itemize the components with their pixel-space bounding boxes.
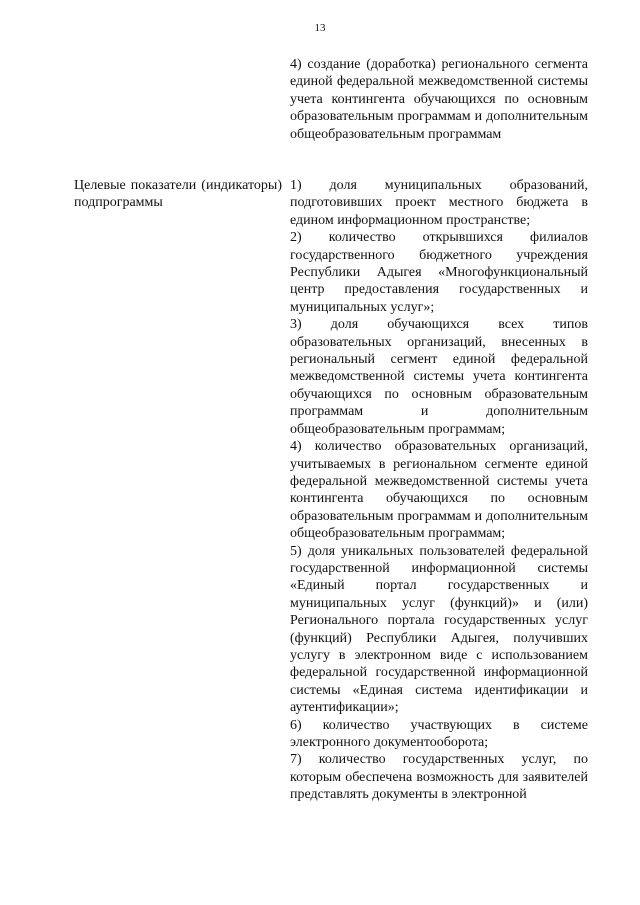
indicator-item-2: 2) количество открывшихся филиалов государственного бюджетного учреждения Республики Адыгея «Многофункциональный центр предоставления государственных и муниципальных услуг»; bbox=[290, 230, 588, 315]
intro-item: 4) создание (доработка) регионального сегмента единой федеральной межведомственной системы учета контингента обучающихся по основным образовательным программам и дополнительным общеобразовательным программам bbox=[290, 57, 588, 142]
indicator-item-7: 7) количество государственных услуг, по которым обеспечена возможность для заявителей представлять документы в электронной bbox=[290, 752, 588, 803]
indicator-item-4: 4) количество образовательных организаций, учитываемых в региональном сегменте единой федеральной межведомственной системы учета контингента обучающихся по основным образовательным программам и дополнительным общеобразовательным программам; bbox=[290, 439, 588, 542]
page-number: 13 bbox=[314, 22, 326, 34]
indicator-item-3: 3) доля обучающихся всех типов образовательных организаций, внесенных в региональный сегмент единой федеральной межведомственной системы учета контингента обучающихся по основным образовательным программам и дополнительным общеобразовательным программам; bbox=[290, 317, 588, 437]
indicator-item-5: 5) доля уникальных пользователей федеральной государственной информационной системы «Единый портал государственных и муниципальных услуг (функций)» и (или) Регионального портала государственных услуг (функций) Республики Адыгея, получивших услугу в электронном виде с использованием федеральной государственной информационной системы «Единая система идентификации и аутентификации»; bbox=[290, 543, 588, 716]
indicators-label: Целевые показатели (индикаторы) подпрограммы bbox=[74, 178, 282, 211]
indicator-item-6: 6) количество участвующих в системе электронного документооборота; bbox=[290, 717, 588, 750]
indicator-item-1: 1) доля муниципальных образований, подготовивших проект местного бюджета в едином информационном пространстве; bbox=[290, 178, 588, 228]
indicators-list bbox=[290, 177, 588, 804]
